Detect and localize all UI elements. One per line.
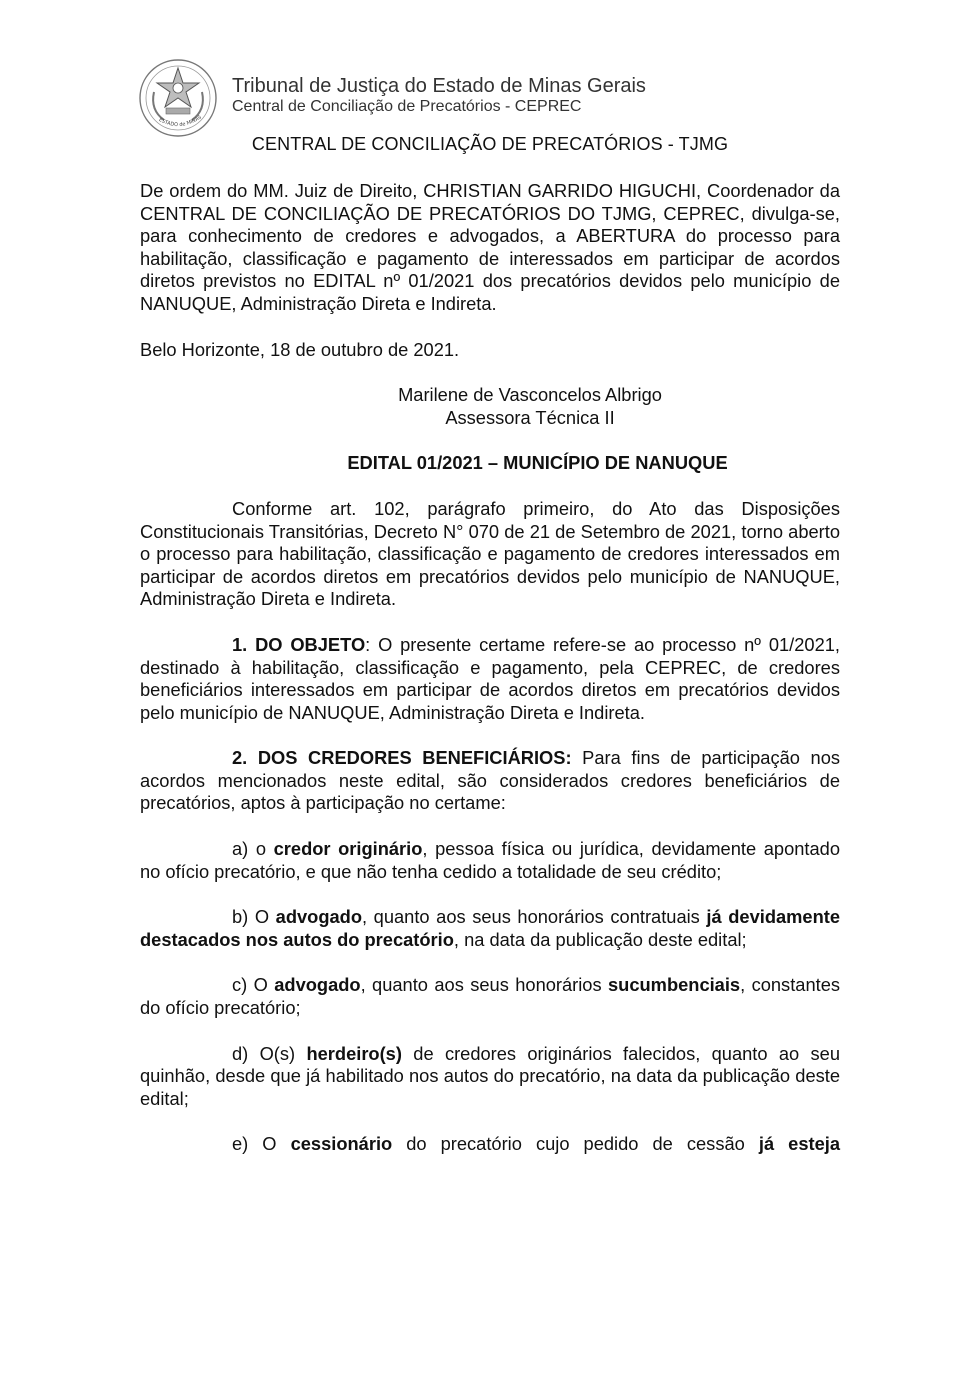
item-b: b) O advogado, quanto aos seus honorários contratuais já devidamente destacados nos autos do precatório, na data da publicação deste edital; bbox=[140, 906, 840, 950]
tjmg-coat-of-arms-icon bbox=[138, 58, 218, 138]
section-1-text: : O presente certame refere-se ao processo nº 01/2021, destinado à habilitação, classificação e pagamento, pela CEPREC, de credores beneficiários interessados em participar de acordos diretos em precatórios devidos pelo município de NANUQUE, Administração Direta e Indireta. bbox=[140, 633, 840, 723]
signatory-name: Marilene de Vasconcelos Albrigo bbox=[398, 384, 662, 406]
page-title: CENTRAL DE CONCILIAÇÃO DE PRECATÓRIOS - TJMG bbox=[251, 134, 729, 154]
place-date: Belo Horizonte, 18 de outubro de 2021. bbox=[140, 338, 460, 360]
section-2-heading: 2. DOS CREDORES BENEFICIÁRIOS: bbox=[232, 747, 572, 769]
svg-text:ESTADO de MINAS GERAIS: ESTADO de MINAS bbox=[157, 114, 203, 129]
preamble-paragraph: Conforme art. 102, parágrafo primeiro, do Ato das Disposições Constitucionais Transitórias, Decreto N° 070 de 21 de Setembro de 2021, torno aberto o processo para habilitação, classificação e pagamento de credores interessados em participar de acordos diretos em precatórios devidos pelo município de NANUQUE, Administração Direta e Indireta. bbox=[140, 497, 840, 610]
section-2-text: Para fins de participação nos acordos mencionados neste edital, são considerados credores beneficiários de precatórios, aptos à participação no certame: bbox=[140, 747, 841, 814]
signature-block bbox=[140, 384, 840, 429]
institution-name: Tribunal de Justiça do Estado de Minas Gerais bbox=[232, 75, 646, 97]
item-a: a) o credor originário, pessoa física ou jurídica, devidamente apontado no ofício precatório, e que não tenha cedido a totalidade de seu crédito; bbox=[140, 838, 840, 882]
document-body bbox=[140, 180, 840, 1156]
section-2-paragraph bbox=[140, 747, 840, 815]
item-d: d) O(s) herdeiro(s) de credores originários falecidos, quanto ao seu quinhão, desde que já habilitado nos autos do precatório, na data da publicação deste edital; bbox=[140, 1042, 840, 1109]
section-1-paragraph bbox=[140, 634, 840, 724]
institution-subname: Central de Conciliação de Precatórios - CEPREC bbox=[232, 98, 582, 115]
signatory-role: Assessora Técnica II bbox=[445, 406, 615, 428]
section-1-heading: 1. DO OBJETO bbox=[232, 633, 366, 655]
institution-header bbox=[232, 75, 646, 117]
edital-title: EDITAL 01/2021 – MUNICÍPIO DE NANUQUE bbox=[347, 452, 728, 474]
intro-paragraph: De ordem do MM. Juiz de Direito, CHRISTIAN GARRIDO HIGUCHI, Coordenador da CENTRAL DE CONCILIAÇÃO DE PRECATÓRIOS DO TJMG, CEPREC, divulga-se, para conhecimento de credores e advogados, a ABERTURA do processo para habilitação, classificação e pagamento de interessados em participar de acordos diretos previstos no EDITAL nº 01/2021 dos precatórios devidos pelo município de NANUQUE, Administração Direta e Indireta. bbox=[140, 180, 840, 314]
item-e: e) O cessionário do precatório cujo pedido de cessão já esteja bbox=[232, 1133, 840, 1155]
item-c: c) O advogado, quanto aos seus honorários sucumbenciais, constantes do ofício precatório; bbox=[140, 974, 840, 1019]
